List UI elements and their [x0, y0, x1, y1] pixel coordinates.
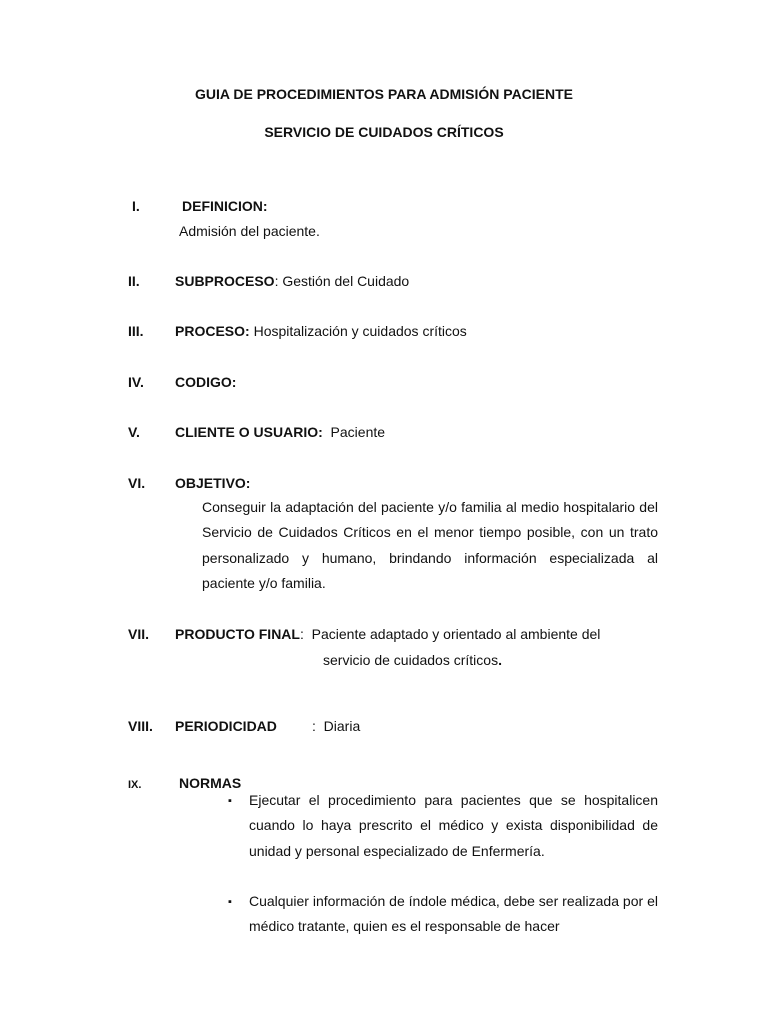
section-numeral: VII.: [128, 626, 150, 642]
normas-list-item: Cualquier información de índole médica, debe ser realizada por el médico tratante, quien es el responsable de hacer: [249, 893, 658, 935]
section-text-definicion: Admisión del paciente.: [179, 223, 320, 239]
section-line-cliente: [175, 424, 385, 441]
section-heading-subproceso: SUBPROCESO: [175, 273, 275, 289]
section-heading-normas: NORMAS: [179, 775, 242, 791]
section-numeral: I.: [132, 198, 140, 214]
bullet-square-icon: ▪: [228, 896, 232, 908]
section-numeral: VI.: [128, 475, 146, 491]
section-text-cliente: Paciente: [322, 424, 386, 440]
section-numeral: VIII.: [128, 718, 153, 734]
section-numeral: III.: [128, 323, 144, 339]
section-line-producto-final: [175, 626, 600, 643]
section-heading-producto-final: PRODUCTO FINAL: [175, 626, 300, 642]
section-text-producto-final-cont: [323, 652, 502, 669]
section-text-producto-final: : Paciente adaptado y orientado al ambiente del: [299, 626, 601, 642]
section-heading-periodicidad: PERIODICIDAD: [175, 718, 277, 734]
section-heading-definicion: DEFINICION:: [182, 198, 268, 214]
section-text-objetivo: Conseguir la adaptación del paciente y/o familia al medio hospitalario del Servicio de Cuidados Críticos en el menor tiempo posible, con un trato personalizado y humano, brindando información especializada al paciente y/o familia.: [202, 499, 658, 592]
section-text-producto-final-line2: servicio de cuidados críticos: [323, 652, 499, 668]
section-line-subproceso: [175, 273, 409, 290]
section-numeral: II.: [128, 273, 140, 289]
section-heading-proceso: PROCESO:: [175, 323, 250, 339]
section-text-proceso: Hospitalización y cuidados críticos: [249, 323, 467, 339]
section-text-producto-final-end: .: [498, 652, 502, 668]
section-numeral: IX.: [128, 779, 142, 791]
section-numeral: IV.: [128, 374, 144, 390]
section-text-periodicidad: : Diaria: [312, 718, 361, 734]
section-heading-codigo: CODIGO:: [175, 374, 237, 390]
section-heading-objetivo: OBJETIVO:: [175, 475, 251, 491]
document-subtitle: SERVICIO DE CUIDADOS CRÍTICOS: [264, 124, 504, 140]
section-line-proceso: [175, 323, 467, 340]
bullet-square-icon: ▪: [228, 795, 232, 807]
section-heading-cliente: CLIENTE O USUARIO:: [175, 424, 323, 440]
section-text-subproceso: : Gestión del Cuidado: [274, 273, 410, 289]
document-title: GUIA DE PROCEDIMIENTOS PARA ADMISIÓN PACIENTE: [194, 86, 574, 102]
normas-list-item: Ejecutar el procedimiento para pacientes que se hospitalicen cuando lo haya prescrito el médico y exista disponibilidad de unidad y personal especializado de Enfermería.: [249, 792, 658, 859]
section-numeral: V.: [128, 424, 140, 440]
